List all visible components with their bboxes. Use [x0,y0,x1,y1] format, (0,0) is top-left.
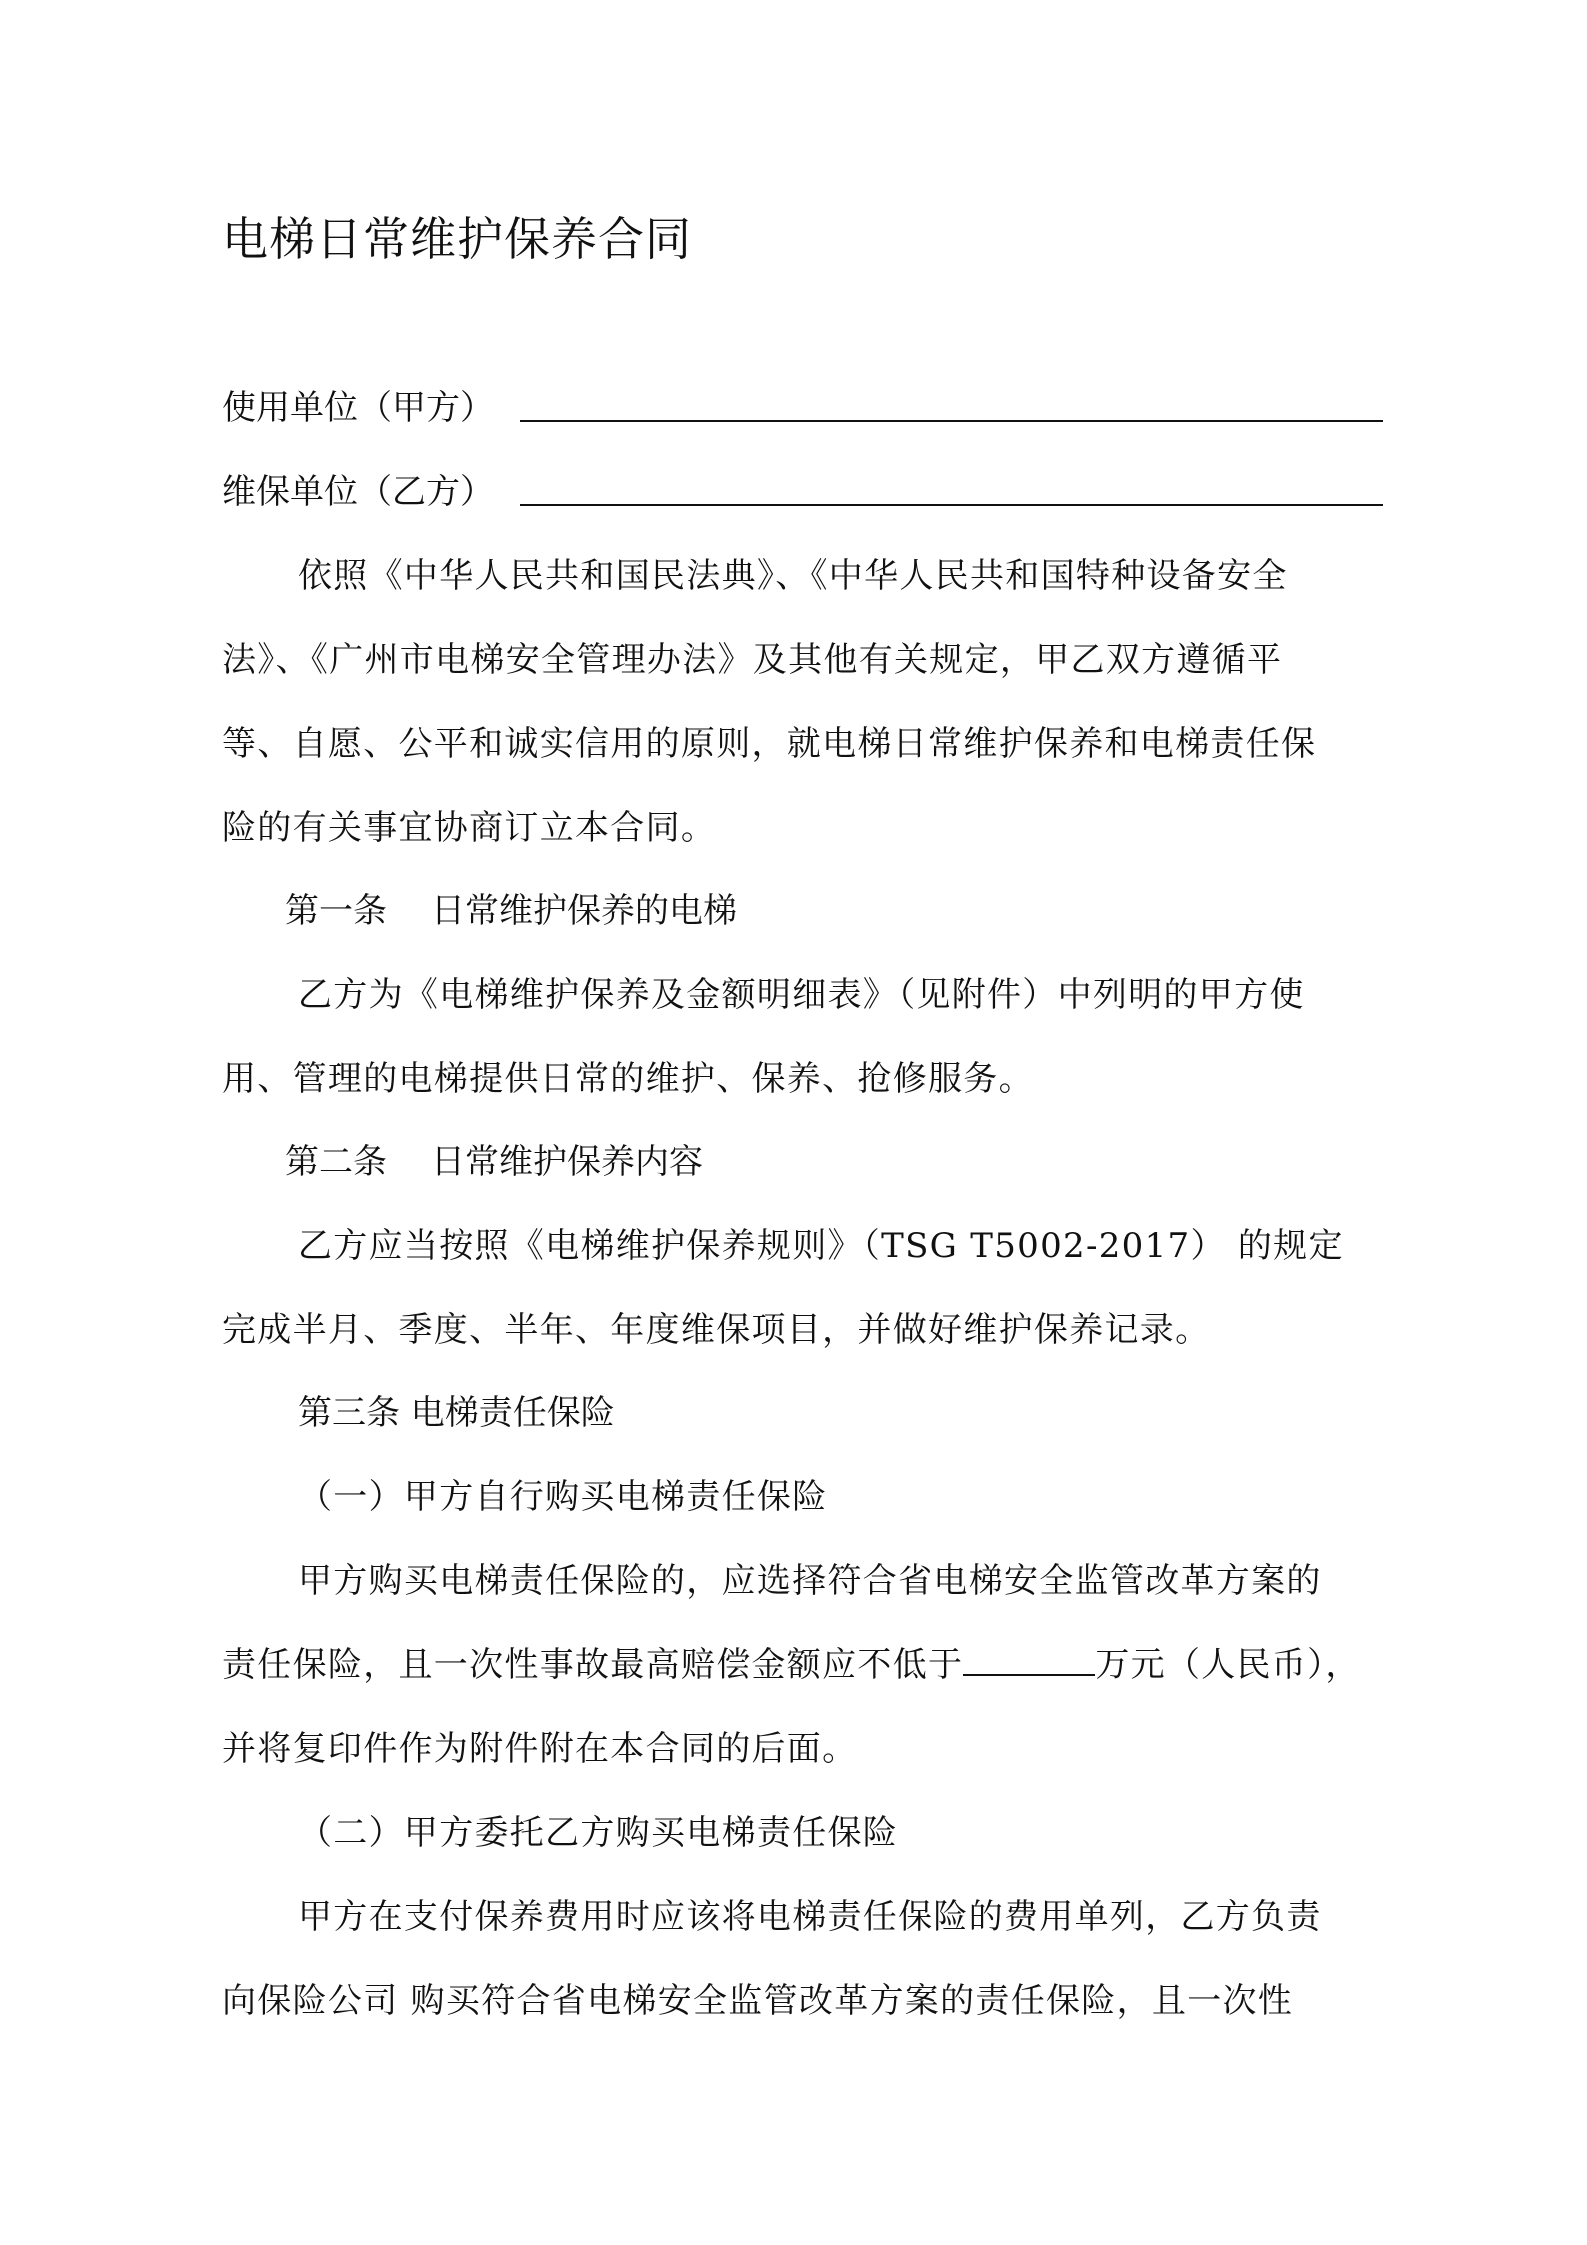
intro-line-2: 法》、《广州市电梯安全管理办法》及其他有关规定，甲乙双方遵循平 [222,640,1283,680]
article-1-title: 日常维护保养的电梯 [431,891,737,931]
sub1-line-2-before: 责任保险，且一次性事故最高赔偿金额应不低于 [222,1645,964,1685]
article-2-line-2: 完成半月、季度、半年、年度维保项目，并做好维护保养记录。 [222,1310,1211,1350]
article-3-sub2-heading: （二）甲方委托乙方购买电梯责任保险 [298,1813,899,1853]
intro-line-3: 等、自愿、公平和诚实信用的原则，就电梯日常维护保养和电梯责任保 [222,724,1317,764]
party-a-label: 使用单位（甲方） [222,388,494,428]
article-1-line-2: 用、管理的电梯提供日常的维护、保养、抢修服务。 [222,1059,1034,1099]
article-3-sub1-line-3: 并将复印件作为附件附在本合同的后面。 [222,1729,858,1769]
intro-line-1: 依照《中华人民共和国民法典》、《中华人民共和国特种设备安全 [298,556,1288,596]
article-3-sub2-line-1: 甲方在支付保养费用时应该将电梯责任保险的费用单列，乙方负责 [298,1897,1322,1937]
article-1-number: 第一条 [285,891,387,931]
article-3-sub2-line-2: 向保险公司 购买符合省电梯安全监管改革方案的责任保险，且一次性 [222,1981,1294,2021]
article-3-sub1-line-1: 甲方购买电梯责任保险的，应选择符合省电梯安全监管改革方案的 [298,1561,1322,1601]
article-3-heading: 第三条 电梯责任保险 [298,1393,615,1433]
article-2-number: 第二条 [285,1142,387,1182]
intro-line-4: 险的有关事宜协商订立本合同。 [222,808,717,848]
article-2-title: 日常维护保养内容 [431,1142,703,1182]
party-a-blank[interactable] [520,420,1383,422]
sub1-line-2-after: 万元（人民币）， [1095,1645,1361,1685]
article-1-line-1: 乙方为《电梯维护保养及金额明细表》（见附件）中列明的甲方使 [298,975,1305,1015]
article-2-line-1: 乙方应当按照《电梯维护保养规则》（TSG T5002-2017） 的规定 [298,1226,1344,1266]
article-3-sub1-heading: （一）甲方自行购买电梯责任保险 [298,1477,828,1517]
article-2-heading [285,1134,703,1183]
party-b-label: 维保单位（乙方） [222,472,494,512]
article-1-heading [285,883,737,932]
document-title: 电梯日常维护保养合同 [222,212,692,266]
party-b-blank[interactable] [520,504,1383,506]
article-3-sub1-line-2 [222,1637,1361,1686]
compensation-amount-blank[interactable] [963,1644,1095,1676]
